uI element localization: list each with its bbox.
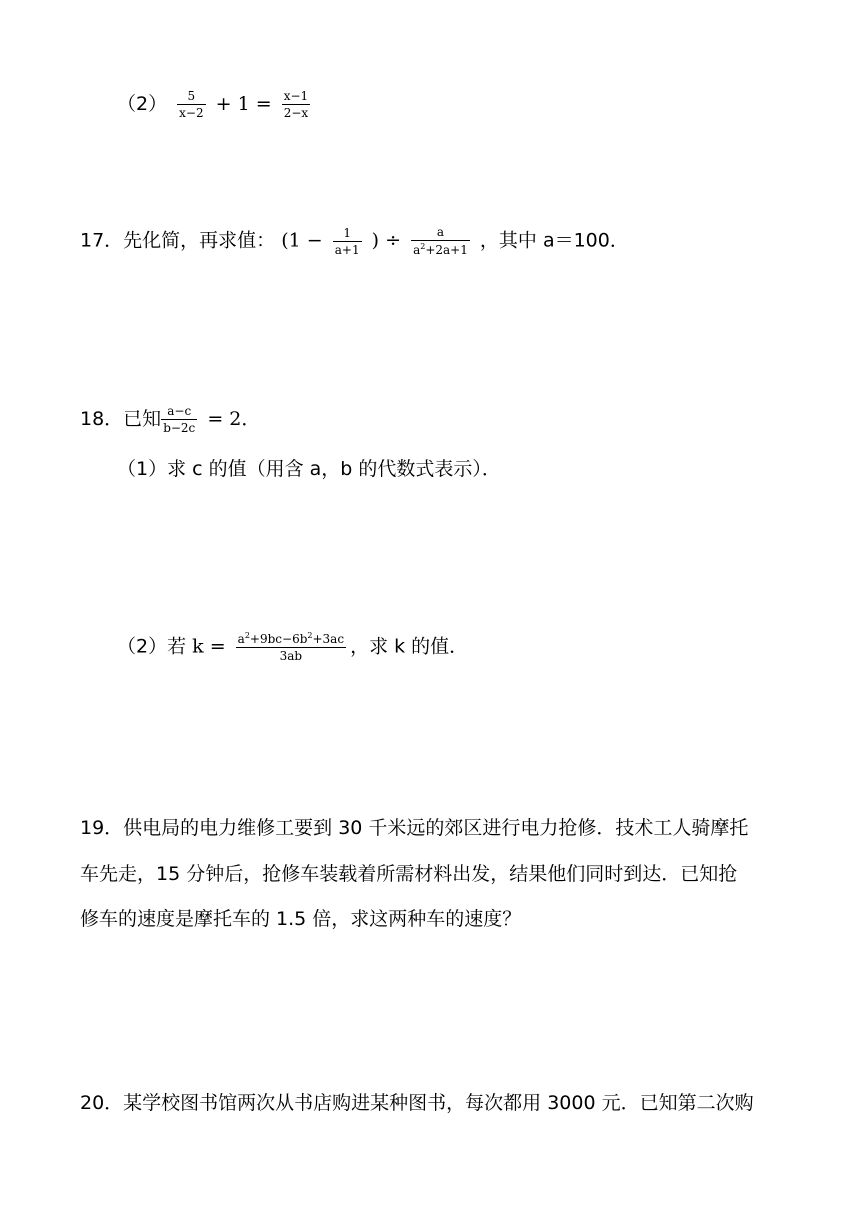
q18-part2-tail: ，求 k 的值．	[350, 635, 469, 658]
fraction-x-minus-1-over-2-minus-x	[282, 90, 310, 119]
k-equals: k =	[192, 635, 226, 658]
numerator: a	[436, 225, 445, 239]
plus-one-equals: + 1 =	[215, 93, 272, 115]
numerator: a−c	[167, 404, 192, 418]
q17-tail: ，其中 a＝100．	[479, 229, 629, 252]
question-18	[80, 405, 260, 434]
question-17	[80, 226, 629, 256]
fraction-1-over-a-plus-1	[333, 227, 362, 256]
fraction-5-over-x-minus-2	[177, 90, 205, 119]
q17-lead: 17．先化简，再求值：	[80, 229, 276, 252]
denominator: 3ab	[279, 649, 303, 663]
q20-line-1: 20．某学校图书馆两次从书店购进某种图书，每次都用 3000 元．已知第二次购	[80, 1092, 754, 1114]
q19-line-1: 19．供电局的电力维修工要到 30 千米远的郊区进行电力抢修．技术工人骑摩托	[80, 817, 749, 839]
q18-part2-lead: （2）若	[117, 635, 187, 658]
numerator: 1	[343, 225, 351, 240]
denominator: $a^2+2a+1$	[413, 242, 468, 257]
denominator: 2−x	[283, 106, 309, 120]
denominator: a+1	[334, 242, 360, 257]
numerator: 5	[187, 89, 196, 103]
q18-part2	[117, 632, 468, 662]
numerator: $a^2+9bc-6b^2+3ac$	[237, 631, 345, 646]
q16-part2-equation	[117, 90, 314, 119]
denominator: x−2	[179, 106, 204, 120]
q19-line-2: 车先走，15 分钟后，抢修车装载着所需材料出发，结果他们同时到达．已知抢	[80, 863, 738, 885]
q18-equals-2: = 2．	[207, 408, 261, 430]
q17-paren-open: (1 −	[281, 229, 323, 252]
q18-lead: 18．已知	[80, 408, 162, 430]
fraction-a-minus-c-over-b-minus-2c	[161, 405, 197, 434]
fraction-k-expression	[236, 632, 346, 662]
numerator: x−1	[283, 89, 309, 103]
q19-line-3: 修车的速度是摩托车的 1.5 倍，求这两种车的速度？	[80, 908, 522, 930]
q17-paren-close-divide: ) ÷	[371, 229, 402, 252]
q18-part1: （1）求 c 的值（用含 a，b 的代数式表示）．	[117, 458, 501, 480]
q16-part2-label: （2）	[117, 93, 168, 115]
denominator: b−2c	[163, 421, 196, 435]
fraction-a-over-quadratic	[411, 226, 470, 256]
